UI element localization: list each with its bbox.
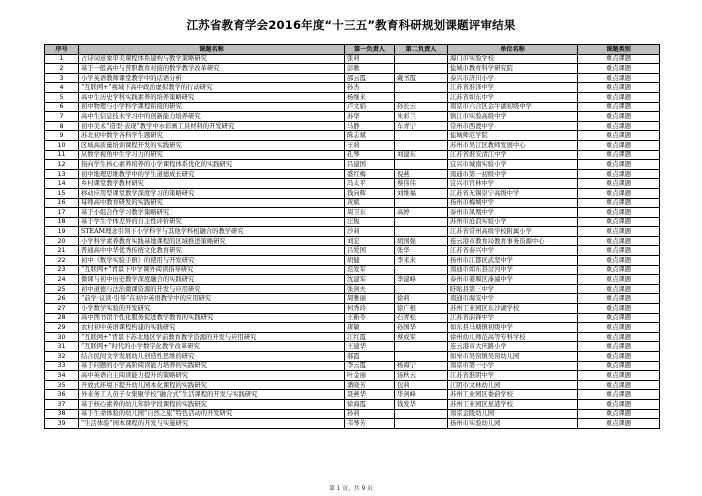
cell-topic: “生活体验”园本课程的开发与实施研究 (79, 419, 345, 429)
cell-unit: 扬州市实验幼儿园 (448, 419, 578, 429)
cell-lead2: 李建峰 (395, 275, 448, 285)
cell-topic: 指向学生核心素养培养的小学课程体系优化的实践研究 (79, 160, 345, 170)
cell-seq: 20 (45, 236, 79, 246)
cell-topic: 结合民间文学发展幼儿创造性思维的研究 (79, 352, 345, 362)
cell-category: 重点课题 (578, 150, 660, 160)
cell-seq: 38 (45, 409, 79, 419)
cell-lead2 (395, 160, 448, 170)
cell-topic: 基于核心素养的幼儿年龄学段课程的实践研究 (79, 399, 345, 409)
cell-category: 重点课题 (578, 131, 660, 141)
cell-lead1: 沙莉 (345, 227, 395, 237)
cell-lead1: 卢文娟 (345, 102, 395, 112)
table-row (45, 323, 660, 333)
cell-lead1: 江红霞 (345, 332, 395, 342)
cell-topic: 占诗词意象审美课程体系建构与教学策略研究 (79, 54, 345, 64)
cell-seq: 16 (45, 198, 79, 208)
cell-topic: 初中道德与法治微课资源的开发与应用研究 (79, 284, 345, 294)
cell-unit: 南通市如东县岔河中学 (448, 265, 578, 275)
cell-category: 重点课题 (578, 323, 660, 333)
cell-lead2 (395, 409, 448, 419)
cell-unit: 连云港市大庆路小学 (448, 342, 578, 352)
cell-lead1: 盛红梅 (345, 169, 395, 179)
cell-category: 重点课题 (578, 380, 660, 390)
cell-lead1: 何秀玲 (345, 304, 395, 314)
cell-lead1: 沈建军 (345, 275, 395, 285)
cell-lead2: 徐莉 (395, 294, 448, 304)
cell-category: 重点课题 (578, 332, 660, 342)
cell-unit: 盐城师范学院 (448, 131, 578, 141)
cell-topic: “互联网+”视域下高中政治虚拟教学的行动研究 (79, 83, 345, 93)
cell-category: 重点课题 (578, 352, 660, 362)
cell-topic: “互联网+”时代的小学数字化教学改革研究 (79, 342, 345, 352)
cell-lead2: 蔡成军 (395, 332, 448, 342)
cell-lead2 (395, 64, 448, 74)
cell-category: 重点课题 (578, 246, 660, 256)
cell-category: 重点课题 (578, 140, 660, 150)
cell-seq: 17 (45, 208, 79, 218)
table-header-row (45, 45, 660, 55)
cell-category: 重点课题 (578, 217, 660, 227)
cell-unit: 泰州市凤凰中学 (448, 208, 578, 218)
cell-category: 重点课题 (578, 313, 660, 323)
results-table (44, 44, 660, 429)
cell-seq: 15 (45, 188, 79, 198)
cell-category: 重点课题 (578, 371, 660, 381)
table-row (45, 73, 660, 83)
cell-lead2 (395, 131, 448, 141)
cell-lead1: 范爱军 (345, 265, 395, 275)
cell-seq: 23 (45, 265, 79, 275)
cell-seq: 21 (45, 246, 79, 256)
table-row (45, 352, 660, 362)
cell-category: 重点课题 (578, 294, 660, 304)
cell-unit: 苏州工业园区娄葑学校 (448, 390, 578, 400)
cell-category: 重点课题 (578, 160, 660, 170)
cell-seq: 10 (45, 140, 79, 150)
cell-lead1: 郝霞 (345, 352, 395, 362)
table-row (45, 160, 660, 170)
cell-seq: 9 (45, 131, 79, 141)
cell-topic: 高中生信息技术学习中的创新能力培养研究 (79, 112, 345, 122)
cell-unit: 常州市西渡中学 (448, 121, 578, 131)
cell-unit: 苏州工业园区东沙湖学校 (448, 304, 578, 314)
cell-seq: 5 (45, 92, 79, 102)
table-row (45, 179, 660, 189)
cell-unit: 盱眙县第三中学 (448, 284, 578, 294)
cell-unit: 南京市第一小学 (448, 361, 578, 371)
table-row (45, 390, 660, 400)
cell-category: 重点课题 (578, 236, 660, 246)
cell-category: 重点课题 (578, 390, 660, 400)
cell-lead1: 钱向辉 (345, 188, 395, 198)
cell-seq: 30 (45, 332, 79, 342)
cell-topic: 普通高中中华优秀传统文化教育研究 (79, 246, 345, 256)
cell-topic: 移动应用型课堂教学深度学习的策略研究 (79, 188, 345, 198)
cell-topic: 开放式环境下提升幼儿园本化课程的实践研究 (79, 380, 345, 390)
table-row (45, 265, 660, 275)
cell-lead1: 苏华 (345, 112, 395, 122)
cell-seq: 28 (45, 313, 79, 323)
cell-lead1: 汪俊 (345, 217, 395, 227)
cell-category: 重点课题 (578, 409, 660, 419)
cell-category: 重点课题 (578, 275, 660, 285)
table-row (45, 83, 660, 93)
cell-unit: 南通市海安中学 (448, 294, 578, 304)
cell-lead2: 华剑峰 (395, 390, 448, 400)
header-unit: 单位名称 (448, 45, 578, 55)
cell-lead2 (395, 217, 448, 227)
cell-topic: 基于一般高中与普职教育对接的数学教学改革研究 (79, 64, 345, 74)
cell-lead1: 张剑夫 (345, 284, 395, 294)
cell-topic: 微课与初中历史教学深度融合的实践研究 (79, 275, 345, 285)
cell-topic: 每师高中教育研发的实践研究 (79, 198, 345, 208)
cell-unit: 连云港市教育局教育事务资源中心 (448, 236, 578, 246)
table-row (45, 419, 660, 429)
cell-lead1: 吕爱国 (345, 246, 395, 256)
cell-lead1: 邵云霞 (345, 73, 395, 83)
table-row (45, 371, 660, 381)
table-row (45, 294, 660, 304)
cell-seq: 37 (45, 399, 79, 409)
cell-unit: 南京市六合区金牛湖初级中学 (448, 102, 578, 112)
cell-lead2: 蔡伟伟 (395, 179, 448, 189)
cell-lead2: 胡国强 (395, 236, 448, 246)
table-row (45, 275, 660, 285)
cell-topic: 初中美术“造型·表现”教学中水彩画工具材料的开发研究 (79, 121, 345, 131)
cell-topic: 区域高质量培训课程开发的实践研究 (79, 140, 345, 150)
cell-lead1: 黄斌 (345, 198, 395, 208)
cell-category: 重点课题 (578, 169, 660, 179)
cell-category: 重点课题 (578, 419, 660, 429)
cell-category: 重点课题 (578, 265, 660, 275)
table-row (45, 361, 660, 371)
cell-lead2: 杨海宁 (395, 361, 448, 371)
table-row (45, 140, 660, 150)
cell-lead1: 徐海霞 (345, 399, 395, 409)
cell-lead2 (395, 140, 448, 150)
cell-category: 重点课题 (578, 227, 660, 237)
cell-unit: 江苏省常州高级学校附属小学 (448, 227, 578, 237)
table-row (45, 54, 660, 64)
cell-lead2 (395, 419, 448, 429)
cell-lead2: 石青松 (395, 313, 448, 323)
cell-lead1: 李云霞 (345, 361, 395, 371)
cell-lead2 (395, 83, 448, 93)
header-seq: 序号 (45, 45, 79, 55)
cell-unit: 江苏省前锋中学 (448, 313, 578, 323)
cell-lead2 (395, 198, 448, 208)
cell-lead1: 冯太平 (345, 179, 395, 189)
cell-unit: 宜兴市城南实验小学 (448, 160, 578, 170)
cell-category: 重点课题 (578, 342, 660, 352)
cell-unit: 泰州市姜堰区溱潼中学 (448, 275, 578, 285)
cell-seq: 6 (45, 102, 79, 112)
cell-unit: 扬州市梅城中学 (448, 198, 578, 208)
cell-lead2 (395, 54, 448, 64)
cell-unit: 江苏省淮安清江中学 (448, 150, 578, 160)
cell-seq: 1 (45, 54, 79, 64)
table-row (45, 217, 660, 227)
cell-topic: 从数学视角中生学习力的研究 (79, 150, 345, 160)
cell-category: 重点课题 (578, 92, 660, 102)
cell-topic: “互联网+”背景下中学课外阅读指导研究 (79, 265, 345, 275)
cell-lead1: 周雅丽 (345, 294, 395, 304)
page-title: 江苏省教育学会2016年度“十三五”教育科研规划课题评审结果 (186, 18, 516, 32)
cell-lead1: 王新苓 (345, 313, 395, 323)
cell-category: 重点课题 (578, 102, 660, 112)
table-row (45, 236, 660, 246)
cell-category: 重点课题 (578, 208, 660, 218)
cell-topic: 初中地理思维教学中的学生道德成长研究 (79, 169, 345, 179)
cell-category: 重点课题 (578, 198, 660, 208)
header-lead2: 第二负责人 (395, 45, 448, 55)
cell-lead1: 吕建国 (345, 160, 395, 170)
cell-lead2: 钱发华 (395, 399, 448, 409)
cell-seq: 3 (45, 73, 79, 83)
cell-lead1: 孙杰 (345, 83, 395, 93)
cell-lead1: 唐敏 (345, 323, 395, 333)
cell-unit: 扬州市江都区武坚中学 (448, 256, 578, 266)
table-row (45, 409, 660, 419)
cell-category: 重点课题 (578, 112, 660, 122)
cell-unit: 苏州工业园区星港学校 (448, 399, 578, 409)
cell-topic: 高中生历史学科实践素养的培养策略研究 (79, 92, 345, 102)
cell-topic: 小学数学实验的开发研究 (79, 304, 345, 314)
cell-seq: 12 (45, 160, 79, 170)
cell-lead2: 高婷 (395, 208, 448, 218)
cell-lead2: 孙长云 (395, 102, 448, 112)
header-category: 课题类别 (578, 45, 660, 55)
cell-topic: 小学科学素养教育实践基地课程的区域推进策略研究 (79, 236, 345, 246)
cell-category: 重点课题 (578, 399, 660, 409)
table-row (45, 112, 660, 122)
table-row (45, 169, 660, 179)
cell-category: 重点课题 (578, 284, 660, 294)
cell-topic: 小学英语教师课堂教学中的话语分析 (79, 73, 345, 83)
cell-unit: 镇江市实验高级中学 (448, 112, 578, 122)
cell-seq: 35 (45, 380, 79, 390)
cell-seq: 34 (45, 371, 79, 381)
cell-topic: 基于小组合作学习教学策略研究 (79, 208, 345, 218)
cell-category: 重点课题 (578, 73, 660, 83)
cell-lead2 (395, 352, 448, 362)
cell-lead1: 孔琴 (345, 150, 395, 160)
cell-category: 重点课题 (578, 179, 660, 189)
cell-seq: 14 (45, 179, 79, 189)
cell-seq: 25 (45, 284, 79, 294)
cell-lead1: 王莉 (345, 140, 395, 150)
cell-lead1: 潘晓芳 (345, 380, 395, 390)
cell-unit: 南通市第一初级中学 (448, 169, 578, 179)
cell-unit: 泰兴市济川小学 (448, 73, 578, 83)
table-row (45, 64, 660, 74)
cell-lead1: 孙莉 (345, 409, 395, 419)
cell-lead1: 杨继来 (345, 92, 395, 102)
cell-lead2: 徐广根 (395, 304, 448, 314)
cell-unit: 徐州幼儿师范高等专科学校 (448, 332, 578, 342)
cell-topic: 初中《数学实验手册》的使用与开发研究 (79, 256, 345, 266)
table-row (45, 198, 660, 208)
cell-unit: 江阴市文林幼儿园 (448, 380, 578, 390)
cell-seq: 39 (45, 419, 79, 429)
cell-topic: 基于生命体验的幼儿园“自然之旅”特色活动的开发研究 (79, 409, 345, 419)
cell-seq: 13 (45, 169, 79, 179)
table-row (45, 208, 660, 218)
cell-lead2: 孙国华 (395, 323, 448, 333)
cell-topic: 高中图书馆个性化服务促进教学教育的实践研究 (79, 313, 345, 323)
cell-unit: 苏州市沧浪实验小学 (448, 217, 578, 227)
cell-topic: 基于学生个体差异的自主性评价研究 (79, 217, 345, 227)
cell-seq: 4 (45, 83, 79, 93)
cell-seq: 32 (45, 352, 79, 362)
cell-unit: 江苏省泰兴中学 (448, 246, 578, 256)
table-row (45, 246, 660, 256)
cell-topic: “互联网+”背景下苏北地区学前教育教学资源的开发与应用研究 (79, 332, 345, 342)
cell-unit: 如东县马塘镇初级中学 (448, 323, 578, 333)
table-row (45, 284, 660, 294)
header-lead1: 第一负责人 (345, 45, 395, 55)
cell-category: 重点课题 (578, 121, 660, 131)
table-row (45, 150, 660, 160)
cell-category: 重点课题 (578, 83, 660, 93)
cell-seq: 7 (45, 112, 79, 122)
header-topic: 课题名称 (79, 45, 345, 55)
table-row (45, 121, 660, 131)
table-row (45, 313, 660, 323)
table-row (45, 304, 660, 314)
cell-seq: 27 (45, 304, 79, 314)
cell-lead1: 王建华 (345, 342, 395, 352)
cell-lead2: 包莉 (395, 380, 448, 390)
cell-topic: 苏北初中数学各科学生题研究 (79, 131, 345, 141)
cell-lead2: 倪燕 (395, 169, 448, 179)
table-row (45, 256, 660, 266)
table-row (45, 227, 660, 237)
cell-seq: 29 (45, 323, 79, 333)
cell-unit: 江苏省如东中学 (448, 92, 578, 102)
cell-category: 重点课题 (578, 304, 660, 314)
table-row (45, 188, 660, 198)
cell-unit: 江苏省淮阴中学 (448, 371, 578, 381)
cell-unit: 海门市实验学校 (448, 54, 578, 64)
table-row (45, 380, 660, 390)
table-row (45, 399, 660, 409)
cell-lead1: 周卫东 (345, 208, 395, 218)
table-body (45, 54, 660, 428)
cell-unit: 宜兴市官林中学 (448, 179, 578, 189)
cell-lead2 (395, 284, 448, 294)
cell-lead1: 胡健 (345, 256, 395, 266)
cell-seq: 11 (45, 150, 79, 160)
cell-lead1: 张莉 (345, 54, 395, 64)
cell-topic: 农村初中英语课程构建的实践研究 (79, 323, 345, 333)
cell-seq: 31 (45, 342, 79, 352)
cell-unit: 江苏省无锡崇宁高级中学 (448, 188, 578, 198)
table-row (45, 131, 660, 141)
cell-seq: 22 (45, 256, 79, 266)
cell-topic: 乡村课堂教学教材研究 (79, 179, 345, 189)
cell-lead2: 汤秋云 (395, 371, 448, 381)
cell-lead2: 刘建东 (395, 150, 448, 160)
cell-lead2 (395, 342, 448, 352)
table-row (45, 332, 660, 342)
cell-unit: 南京金陵幼儿园 (448, 409, 578, 419)
cell-unit: 盐城市教育科学研究院 (448, 64, 578, 74)
cell-topic: 基于问题的小学高阶阅读能力培养的实践研究 (79, 361, 345, 371)
cell-lead2: 车青宁 (395, 121, 448, 131)
cell-lead2: 朱彩兰 (395, 112, 448, 122)
cell-lead2 (395, 92, 448, 102)
cell-seq: 8 (45, 121, 79, 131)
cell-seq: 2 (45, 64, 79, 74)
cell-lead2: 戴书霞 (395, 73, 448, 83)
cell-lead2: 刘维福 (395, 188, 448, 198)
cell-category: 重点课题 (578, 188, 660, 198)
cell-seq: 18 (45, 217, 79, 227)
cell-topic: STEAM理念引领下小学科学与其他学科相融合的教学研究 (79, 227, 345, 237)
cell-unit: 苏州市吴江区教师发展中心 (448, 140, 578, 150)
table-row (45, 102, 660, 112)
cell-lead1: 彭歌 (345, 64, 395, 74)
cell-topic: 高中英语自主阅读能力提升的策略研究 (79, 371, 345, 381)
cell-seq: 24 (45, 275, 79, 285)
cell-lead1: 马静 (345, 121, 395, 131)
cell-seq: 19 (45, 227, 79, 237)
page-footer: 第 1 页，共 9 页 (329, 486, 373, 492)
cell-lead1: 韦琴芳 (345, 419, 395, 429)
cell-topic: 外来务工人员子女集聚学校“融合式”生活课程的开发与实践研究 (79, 390, 345, 400)
cell-lead2 (395, 265, 448, 275)
cell-unit: 江苏省淮泽中学 (448, 83, 578, 93)
cell-category: 重点课题 (578, 361, 660, 371)
cell-lead1: 聂燕华 (345, 390, 395, 400)
cell-category: 重点课题 (578, 64, 660, 74)
cell-unit: 如皋市吴窑镇吴窑幼儿园 (448, 352, 578, 362)
cell-category: 重点课题 (578, 256, 660, 266)
cell-topic: 初中物理与小学科学课程衔接的研究 (79, 102, 345, 112)
table-row (45, 342, 660, 352)
cell-lead2: 张华 (395, 246, 448, 256)
cell-lead1: 陈志斌 (345, 131, 395, 141)
cell-seq: 36 (45, 390, 79, 400)
cell-category: 重点课题 (578, 54, 660, 64)
cell-lead2 (395, 227, 448, 237)
cell-lead1: 叶金丽 (345, 371, 395, 381)
cell-topic: “前学·议读·引导”在初中英语教学中的应用研究 (79, 294, 345, 304)
cell-lead2: 李来来 (395, 256, 448, 266)
table-row (45, 92, 660, 102)
cell-seq: 33 (45, 361, 79, 371)
cell-seq: 26 (45, 294, 79, 304)
cell-lead1: 刘宏 (345, 236, 395, 246)
